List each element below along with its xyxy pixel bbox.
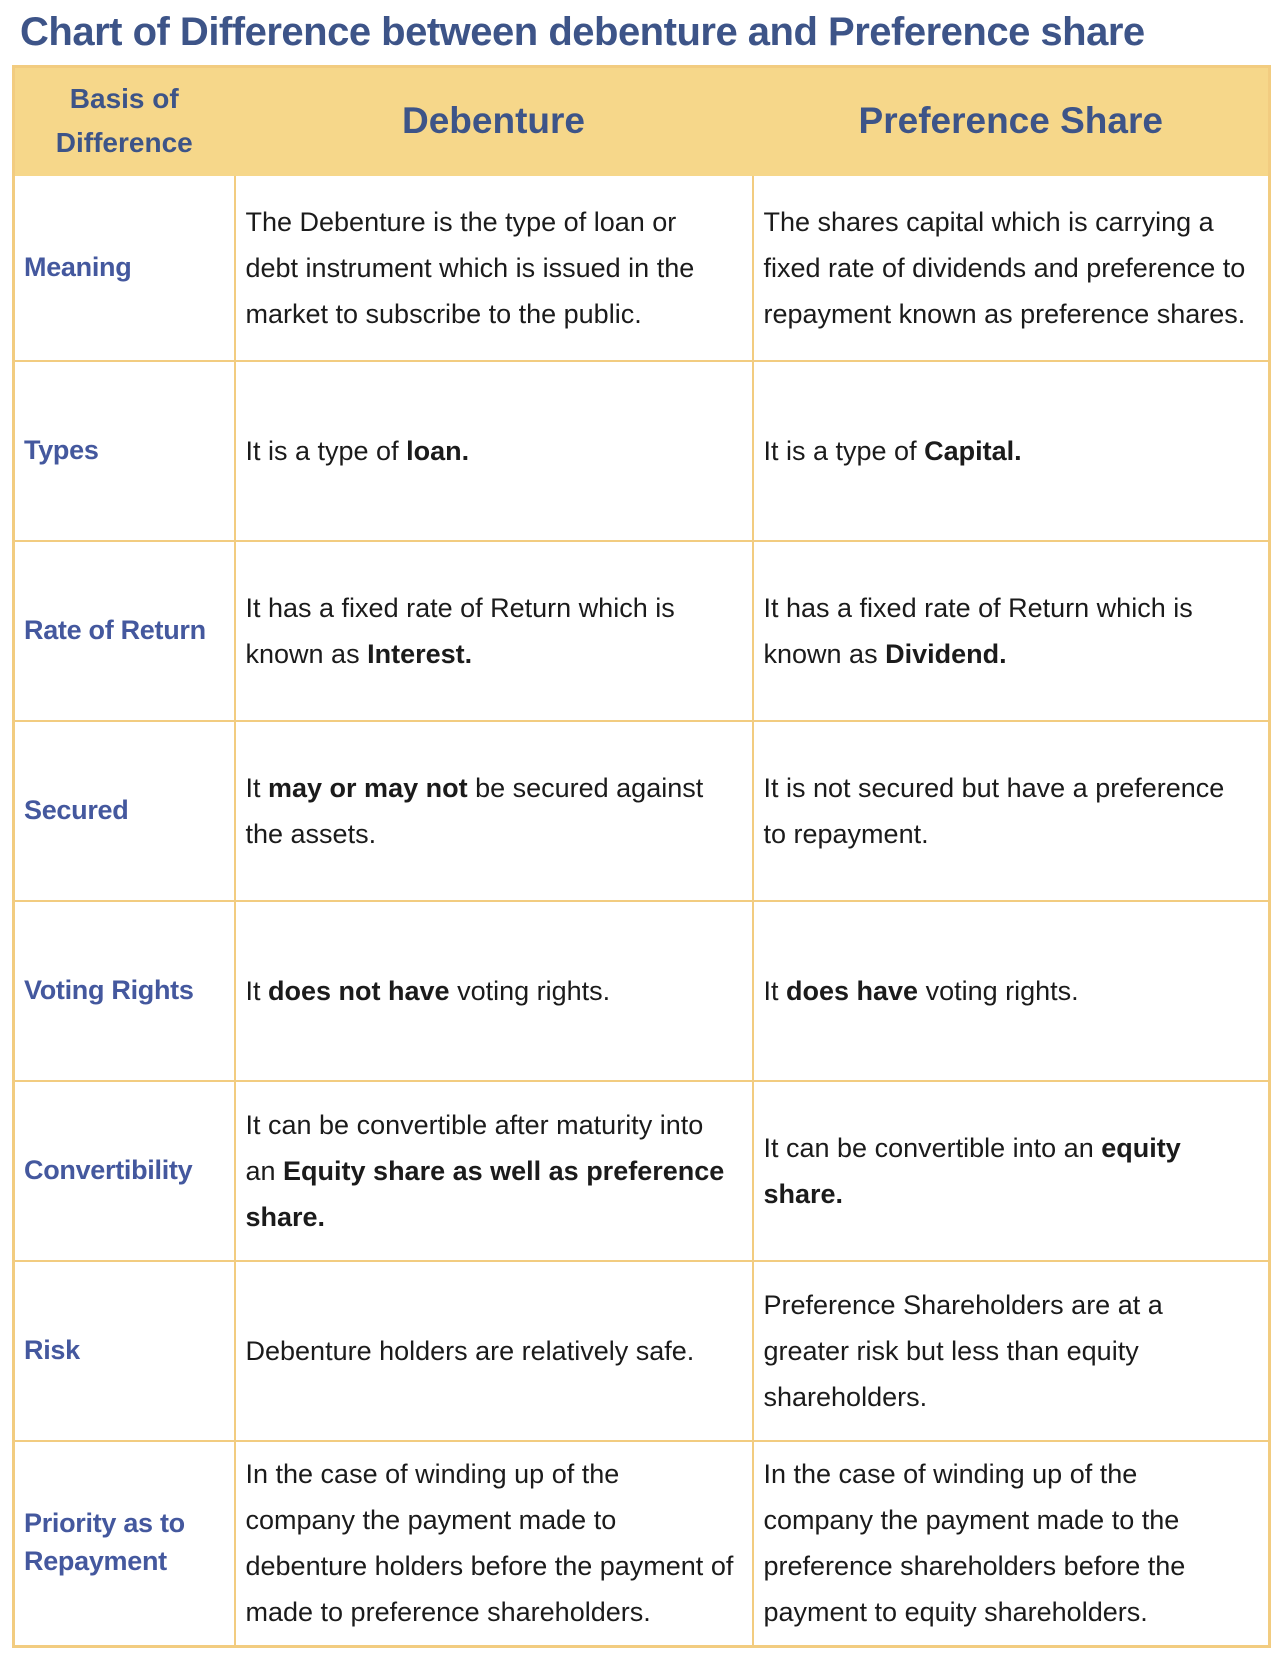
- preference-cell: [753, 1441, 1270, 1647]
- text-segment: In the case of winding up of the company the payment made to debenture holders before the payment of made to preference shareholders.: [245, 1459, 734, 1628]
- preference-cell: [753, 361, 1270, 541]
- table-row: [14, 175, 1270, 361]
- row-label: Priority as to Repayment: [14, 1441, 235, 1647]
- text-segment: It: [245, 772, 269, 803]
- table-row: [14, 361, 1270, 541]
- row-label: Convertibility: [14, 1081, 235, 1261]
- preference-cell: [753, 721, 1270, 901]
- table-row: [14, 541, 1270, 721]
- bold-text-segment: Interest.: [367, 638, 473, 669]
- text-segment: It is a type of: [763, 435, 925, 466]
- debenture-cell: [235, 1441, 753, 1647]
- debenture-cell: [235, 1081, 753, 1261]
- text-segment: voting rights.: [449, 975, 611, 1006]
- bold-text-segment: Dividend.: [885, 638, 1007, 669]
- table-row: [14, 721, 1270, 901]
- bold-text-segment: equity share.: [763, 1132, 1181, 1209]
- row-label: Voting Rights: [14, 901, 235, 1081]
- text-segment: In the case of winding up of the company the payment made to the preference shareholders before the payment to equity shareholders.: [763, 1459, 1186, 1628]
- debenture-cell: [235, 901, 753, 1081]
- debenture-cell: [235, 1261, 753, 1441]
- debenture-cell: [235, 721, 753, 901]
- bold-text-segment: loan.: [406, 435, 470, 466]
- preference-cell: [753, 541, 1270, 721]
- table-row: [14, 1261, 1270, 1441]
- preference-cell: [753, 1261, 1270, 1441]
- text-segment: Debenture holders are relatively safe.: [245, 1335, 695, 1366]
- row-label: Rate of Return: [14, 541, 235, 721]
- row-label: Risk: [14, 1261, 235, 1441]
- difference-table: [12, 65, 1271, 1648]
- text-segment: It: [763, 975, 787, 1006]
- debenture-cell: [235, 541, 753, 721]
- header-basis-of-difference: Basis of Difference: [14, 67, 235, 175]
- text-segment: be secured against the assets.: [245, 772, 704, 849]
- text-segment: The shares capital which is carrying a fixed rate of dividends and preference to repayment known as preference shares.: [763, 206, 1246, 329]
- table-body: [14, 175, 1270, 1647]
- header-debenture: Debenture: [235, 67, 753, 175]
- page-title: Chart of Difference between debenture and Preference share: [20, 10, 1145, 54]
- bold-text-segment: does not have: [268, 975, 450, 1006]
- table-row: [14, 901, 1270, 1081]
- text-segment: It has a fixed rate of Return which is known as: [245, 592, 675, 669]
- header-row: [14, 67, 1270, 175]
- table-row: [14, 1441, 1270, 1647]
- debenture-cell: [235, 361, 753, 541]
- bold-text-segment: does have: [786, 975, 919, 1006]
- bold-text-segment: Equity share as well as preference share.: [245, 1155, 725, 1232]
- text-segment: It is a type of: [245, 435, 407, 466]
- bold-text-segment: Capital.: [924, 435, 1022, 466]
- text-segment: It has a fixed rate of Return which is known as: [763, 592, 1193, 669]
- table-row: [14, 1081, 1270, 1261]
- table-header: [14, 67, 1270, 175]
- debenture-cell: [235, 175, 753, 361]
- preference-cell: [753, 901, 1270, 1081]
- text-segment: It can be convertible after maturity into an: [245, 1109, 704, 1186]
- row-label: Meaning: [14, 175, 235, 361]
- text-segment: It can be convertible into an: [763, 1132, 1102, 1163]
- text-segment: It: [245, 975, 269, 1006]
- preference-cell: [753, 1081, 1270, 1261]
- text-segment: voting rights.: [918, 975, 1079, 1006]
- text-segment: Preference Shareholders are at a greater risk but less than equity shareholders.: [763, 1289, 1163, 1412]
- bold-text-segment: may or may not: [268, 772, 468, 803]
- header-preference-share: Preference Share: [753, 67, 1270, 175]
- row-label: Secured: [14, 721, 235, 901]
- row-label: Types: [14, 361, 235, 541]
- text-segment: The Debenture is the type of loan or debt instrument which is issued in the market to subscribe to the public.: [245, 206, 695, 329]
- preference-cell: [753, 175, 1270, 361]
- text-segment: It is not secured but have a preference to repayment.: [763, 772, 1225, 849]
